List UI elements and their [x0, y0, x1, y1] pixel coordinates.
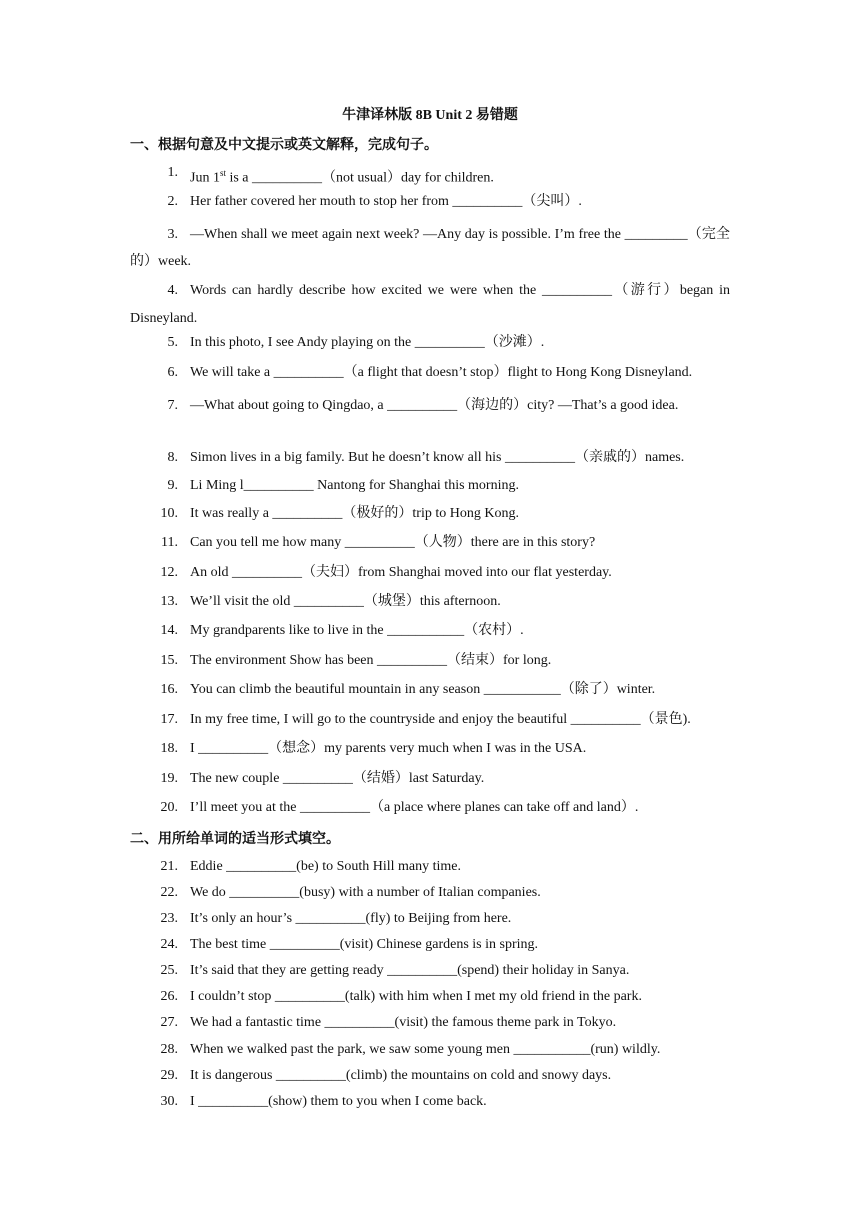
question-number: 10.: [160, 506, 178, 521]
question-text: I couldn’t stop __________(talk) with him when I met my old friend in the park.: [190, 989, 642, 1004]
question-number: 30.: [160, 1094, 178, 1109]
question-text: Eddie __________(be) to South Hill many time.: [190, 859, 462, 874]
question-number: 21.: [160, 859, 178, 874]
question-text: In my free time, I will go to the countryside and enjoy the beautiful __________（景色).: [190, 712, 691, 727]
question-text: We do __________(busy) with a number of Italian companies.: [190, 885, 541, 900]
question-number: 18.: [160, 741, 178, 756]
question-number: 5.: [167, 335, 178, 350]
question-text: We will take a __________（a flight that doesn’t stop）flight to Hong Kong Disneyland.: [190, 365, 693, 380]
question-number: 27.: [160, 1015, 178, 1030]
question-number: 24.: [160, 937, 178, 952]
question-number: 17.: [160, 712, 178, 727]
question-number: 23.: [160, 911, 178, 926]
question-text: I’ll meet you at the __________（a place where planes can take off and land）.: [190, 800, 639, 815]
question-text: I __________(show) them to you when I come back.: [190, 1094, 487, 1109]
question-text: It is dangerous __________(climb) the mountains on cold and snowy days.: [190, 1068, 612, 1083]
question-text: Li Ming l__________ Nantong for Shanghai this morning.: [190, 478, 519, 493]
question-number: 1.: [167, 165, 178, 180]
question-number: 29.: [160, 1068, 178, 1083]
question-text: It’s said that they are getting ready __________(spend) their holiday in Sanya.: [190, 963, 630, 978]
question-text: Jun 1st is a __________（not usual）day for children.: [190, 168, 494, 186]
question-text: We had a fantastic time __________(visit) the famous theme park in Tokyo.: [190, 1015, 617, 1030]
question-number: 2.: [167, 194, 178, 209]
question-number: 22.: [160, 885, 178, 900]
question-number: 6.: [167, 365, 178, 380]
question-number: 26.: [160, 989, 178, 1004]
question-text: I __________（想念）my parents very much when I was in the USA.: [190, 741, 587, 756]
question-number: 28.: [160, 1042, 178, 1057]
question-number: 12.: [160, 565, 178, 580]
question-text: We’ll visit the old __________（城堡）this afternoon.: [190, 594, 501, 609]
question-text: Simon lives in a big family. But he doesn’t know all his __________（亲戚的）names.: [190, 450, 685, 465]
question-4: [130, 277, 730, 333]
question-number: 13.: [160, 594, 178, 609]
document-title: 牛津译林版 8B Unit 2 易错题: [342, 108, 518, 123]
question-number: 16.: [160, 682, 178, 697]
question-text: My grandparents like to live in the ___________（农村）.: [190, 623, 524, 638]
section-1-heading: 一、根据句意及中文提示或英文解释，完成句子。: [130, 138, 438, 153]
question-3: [130, 221, 730, 275]
question-number: 14.: [160, 623, 178, 638]
question-text: Words can hardly describe how excited we were when the __________（游行）began in Disneyland.: [130, 283, 730, 326]
question-number: 20.: [160, 800, 178, 815]
question-text: The new couple __________（结婚）last Saturday.: [190, 771, 485, 786]
question-text: The environment Show has been __________（结束）for long.: [190, 653, 552, 668]
question-number: 4.: [167, 283, 178, 298]
question-text: You can climb the beautiful mountain in any season ___________（除了）winter.: [190, 682, 656, 697]
question-number: 8.: [167, 450, 178, 465]
question-text: It was really a __________（极好的）trip to Hong Kong.: [190, 506, 519, 521]
question-text: It’s only an hour’s __________(fly) to Beijing from here.: [190, 911, 512, 926]
question-text: An old __________（夫妇）from Shanghai moved into our flat yesterday.: [190, 565, 612, 580]
question-number: 9.: [167, 478, 178, 493]
question-text: —When shall we meet again next week? —Any day is possible. I’m free the _________（完全的）week.: [130, 227, 730, 269]
question-number: 19.: [160, 771, 178, 786]
question-number: 7.: [167, 398, 178, 413]
question-text: When we walked past the park, we saw some young men ___________(run) wildly.: [190, 1042, 661, 1057]
question-number: 15.: [160, 653, 178, 668]
question-number: 25.: [160, 963, 178, 978]
question-number: 11.: [161, 535, 178, 550]
question-7: [130, 392, 730, 420]
question-text: The best time __________(visit) Chinese gardens is in spring.: [190, 937, 539, 952]
question-text: In this photo, I see Andy playing on the __________（沙滩）.: [190, 335, 545, 350]
section-2-heading: 二、用所给单词的适当形式填空。: [130, 832, 340, 847]
question-text: Can you tell me how many __________（人物）there are in this story?: [190, 535, 596, 550]
question-number: 3.: [167, 227, 178, 242]
question-text: —What about going to Qingdao, a __________（海边的）city? —That’s a good idea.: [190, 398, 679, 413]
question-text: Her father covered her mouth to stop her from __________（尖叫）.: [190, 194, 582, 209]
